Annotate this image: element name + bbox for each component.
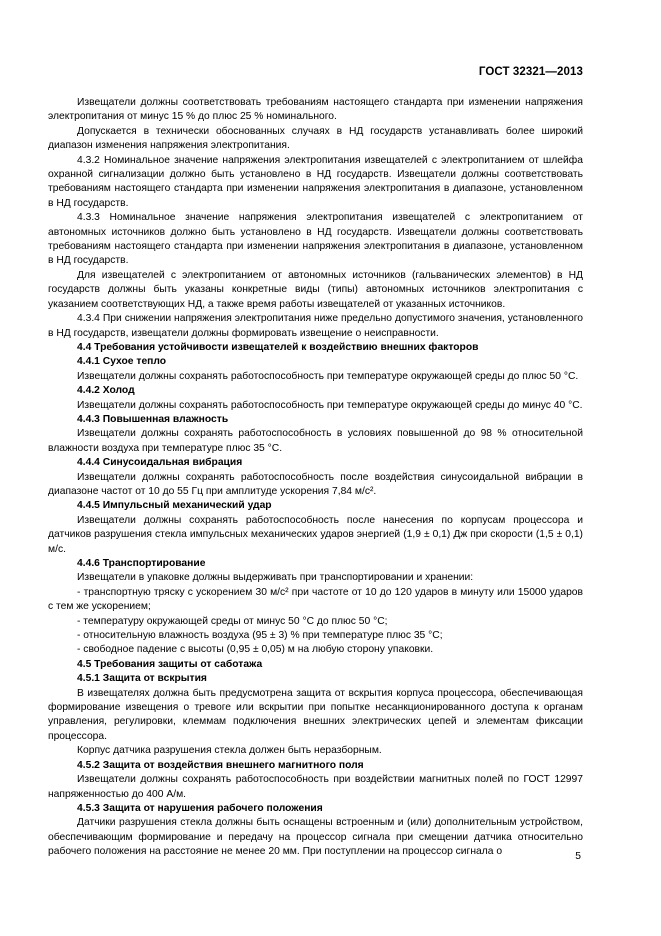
document-body [48,96,583,860]
paragraph: - относительную влажность воздуха (95 ± 3) % при температуре плюс 35 °С; [77,630,443,642]
paragraph: Извещатели должны сохранять работоспособность при температуре окружающей среды до минус 40 °С. [77,399,583,411]
paragraph: Извещатели должны сохранять работоспособность при воздействии магнитных полей по ГОСТ 12997 напряженностью до 400 А/м. [48,774,583,800]
paragraph: Корпус датчика разрушения стекла должен быть неразборным. [77,745,382,757]
paragraph: Допускается в технически обоснованных случаях в НД государств устанавливать более широкий диапазон изменения напряжения электропитания. [48,125,583,152]
section-heading: 4.5 Требования защиты от саботажа [77,658,263,670]
section-heading: 4.4.4 Синусоидальная вибрация [77,457,243,469]
paragraph: Извещатели должны сохранять работоспособность при температуре окружающей среды до плюс 50 °С. [77,370,579,382]
section-heading: 4.5.2 Защита от воздействия внешнего магнитного поля [77,759,364,771]
paragraph: - транспортную тряску с ускорением 30 м/с² при частоте от 10 до 120 ударов в минуту или 15000 ударов с тем же ускорением; [48,586,583,613]
section-heading: 4.4.5 Импульсный механический удар [77,500,272,512]
paragraph: Извещатели должны соответствовать требованиям настоящего стандарта при изменении напряжения электропитания от минус 15 % до плюс 25 % номинального. [48,97,583,123]
paragraph: 4.3.3 Номинальное значение напряжения электропитания извещателей с электропитанием от автономных источников должно быть установлено в НД государств. Извещатели должны соответствовать требованиям настоящего стандарта при изменении напряжения электропитания в диапазоне, установленном в НД государств. [48,212,583,267]
section-heading: 4.4 Требования устойчивости извещателей к воздействию внешних факторов [77,341,479,353]
section-heading: 4.4.1 Сухое тепло [77,356,167,368]
paragraph: 4.3.4 При снижении напряжения электропитания ниже предельно допустимого значения, установленного в НД государств, извещатели должны формировать извещение о неисправности. [48,313,583,339]
document-code: ГОСТ 32321—2013 [478,66,583,78]
paragraph: Для извещателей с электропитанием от автономных источников (гальванических элементов) в НД государств должны быть указаны конкретные виды (типы) автономных источников электропитания с указанием соответствующих НД, а также время работы извещателей от указанных источников. [48,269,583,310]
paragraph: Извещатели должны сохранять работоспособность после нанесения по корпусам процессора и датчиков разрушения стекла импульсных механических ударов энергией (1,9 ± 0,1) Дж при скорости (1,5 ± 0,1) м/с. [48,514,583,555]
paragraph: Извещатели должны сохранять работоспособность после воздействия синусоидальной вибрации в диапазоне частот от 10 до 55 Гц при амплитуде ускорения 7,84 м/с². [48,471,583,497]
section-heading: 4.4.6 Транспортирование [77,558,206,569]
paragraph: Извещатели должны сохранять работоспособность в условиях повышенной до 98 % относительной влажности воздуха при температуре плюс 35 °С. [48,428,583,454]
paragraph: - температуру окружающей среды от минус 50 °С до плюс 50 °С; [77,615,388,627]
section-heading: 4.4.2 Холод [77,385,135,397]
paragraph: Извещатели в упаковке должны выдерживать при транспортировании и хранении: [77,572,474,584]
page-number: 5 [575,851,581,862]
paragraph: Датчики разрушения стекла должны быть оснащены встроенным и (или) дополнительным устройством, обеспечивающим формирование и передачу на процессор сигнала при смещении датчика относительно рабочего положения на расстояние не менее 20 мм. При поступлении на процессор сигнала о [48,817,583,858]
paragraph: 4.3.2 Номинальное значение напряжения электропитания извещателей с электропитанием от шлейфа охранной сигнализации должно быть установлено в НД государств. Извещатели должны соответствовать требованиям настоящего стандарта при изменении напряжения электропитания в диапазоне, установленном в НД государств. [48,154,583,209]
section-heading: 4.5.3 Защита от нарушения рабочего положения [77,802,323,814]
section-heading: 4.4.3 Повышенная влажность [77,413,229,425]
section-heading: 4.5.1 Защита от вскрытия [77,673,207,685]
paragraph: В извещателях должна быть предусмотрена защита от вскрытия корпуса процессора, обеспечивающая формирование извещения о тревоге или вскрытии при попытке несанкционированного доступа к органам управления, регулировки, клеммам подключения внешних электрических цепей и элементам фиксации процессора. [48,687,583,742]
paragraph: - свободное падение с высоты (0,95 ± 0,05) м на любую сторону упаковки. [77,644,434,656]
